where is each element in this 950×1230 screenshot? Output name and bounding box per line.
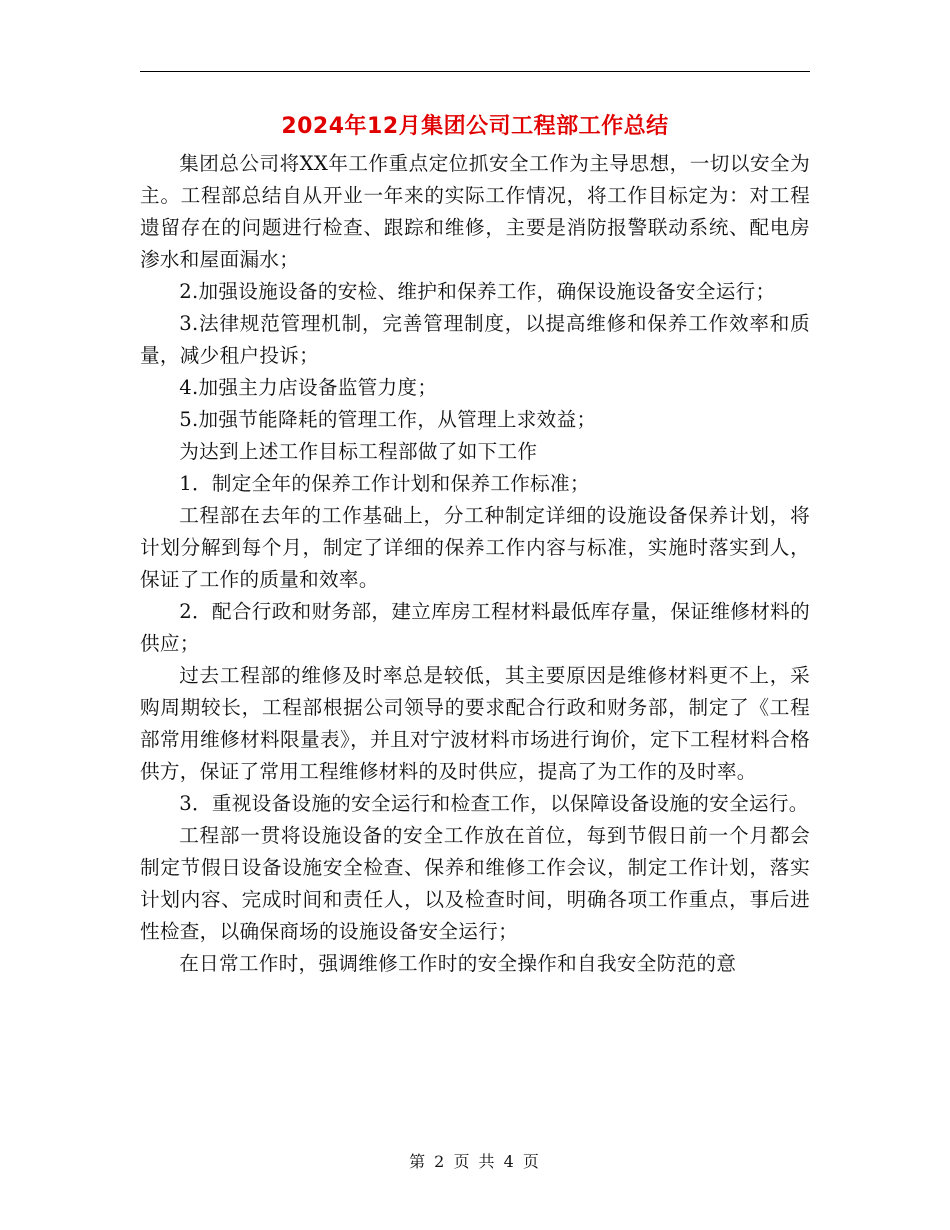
paragraph: 在日常工作时，强调维修工作时的安全操作和自我安全防范的意 — [179, 952, 737, 975]
paragraph: 3．重视设备设施的安全运行和检查工作，以保障设备设施的安全运行。 — [179, 792, 809, 815]
paragraph: 2．配合行政和财务部，建立库房工程材料最低库存量，保证维修材料的供应； — [140, 600, 810, 655]
paragraph: 5.加强节能降耗的管理工作，从管理上求效益； — [179, 408, 597, 431]
paragraph: 工程部在去年的工作基础上，分工种制定详细的设施设备保养计划，将计划分解到每个月，制定了详细的保养工作内容与标准，实施时落实到人，保证了工作的质量和效率。 — [140, 504, 810, 591]
paragraph: 3.法律规范管理机制，完善管理制度，以提高维修和保养工作效率和质量，减少租户投诉； — [140, 312, 810, 367]
paragraph: 工程部一贯将设施设备的安全工作放在首位，每到节假日前一个月都会制定节假日设备设施安全检查、保养和维修工作会议，制定工作计划，落实计划内容、完成时间和责任人，以及检查时间，明确各项工作重点，事后进性检查，以确保商场的设施设备安全运行； — [140, 824, 810, 943]
paragraph: 过去工程部的维修及时率总是较低，其主要原因是维修材料更不上，采购周期较长，工程部根据公司领导的要求配合行政和财务部，制定了《工程部常用维修材料限量表》，并且对宁波材料市场进行询价，定下工程材料合格供方，保证了常用工程维修材料的及时供应，提高了为工作的及时率。 — [140, 664, 810, 783]
paragraph: 2.加强设施设备的安检、维护和保养工作，确保设施设备安全运行； — [179, 280, 776, 303]
header-rule — [140, 71, 810, 72]
page-number: 第 2 页 共 4 页 — [409, 1152, 541, 1171]
paragraph: 集团总公司将XX年工作重点定位抓安全工作为主导思想，一切以安全为主。工程部总结自从开业一年来的实际工作情况，将工作目标定为：对工程遗留存在的问题进行检查、跟踪和维修，主要是消防报警联动系统、配电房渗水和屋面漏水； — [140, 152, 810, 271]
paragraph: 1．制定全年的保养工作计划和保养工作标准； — [179, 472, 590, 495]
document-body — [140, 148, 810, 980]
document-title: 2024年12月集团公司工程部工作总结 — [281, 114, 669, 139]
paragraph: 为达到上述工作目标工程部做了如下工作 — [179, 440, 538, 463]
paragraph: 4.加强主力店设备监管力度； — [179, 376, 438, 399]
